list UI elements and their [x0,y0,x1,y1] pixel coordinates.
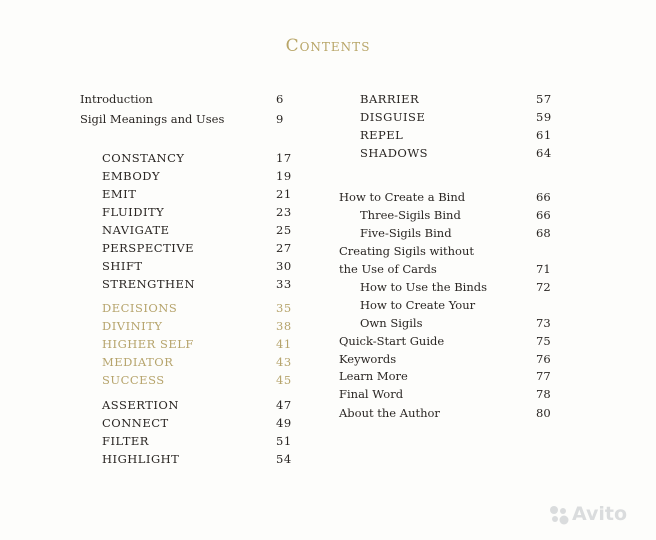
toc-entry-label: BARRIER [360,92,420,106]
toc-entry-label: Introduction [80,92,153,106]
toc-entry-page: 57 [536,92,552,106]
watermark [548,500,648,530]
toc-entry-page: 66 [536,190,551,204]
toc-entry-label: MEDIATOR [102,355,174,369]
toc-entry-page: 43 [276,355,292,369]
toc-entry-page: 75 [536,334,551,348]
toc-entry-label: DIVINITY [102,319,163,333]
toc-entry-page: 21 [276,187,292,201]
toc-entry-page: 72 [536,280,551,294]
toc-entry-page: 9 [276,112,284,126]
toc-entry-label: FLUIDITY [102,205,165,219]
toc-entry-label: Keywords [339,352,397,366]
toc-entry-label: ASSERTION [102,398,179,412]
toc-entry-page: 59 [536,110,552,124]
toc-entry-page: 38 [276,319,292,333]
toc-entry-label: Final Word [339,387,404,401]
toc-entry-label: HIGHER SELF [102,337,194,351]
toc-entry-page: 64 [536,146,552,160]
toc-entry-label: STRENGTHEN [102,277,196,291]
toc-entry-page: 80 [536,406,551,420]
toc-entry-label: Sigil Meanings and Uses [80,112,225,126]
avito-dots-icon [548,504,570,526]
toc-entry-label: How to Use the Binds [360,280,487,294]
toc-entry-page: 17 [276,151,292,165]
toc-entry-page: 6 [276,92,284,106]
toc-entry-label: FILTER [102,434,149,448]
toc-entry-page: 33 [276,277,292,291]
toc-entry-label: SHIFT [102,259,143,273]
toc-entry-page: 76 [536,352,551,366]
toc-entry-label: About the Author [339,406,440,420]
toc-entry-page: 19 [276,169,292,183]
toc-entry-page: 68 [536,226,551,240]
toc-entry-page: 41 [276,337,292,351]
toc-entry-label: DISGUISE [360,110,426,124]
toc-entry-label: EMIT [102,187,137,201]
toc-entry-label: SUCCESS [102,373,165,387]
toc-entry-label: Own Sigils [360,316,423,330]
toc-entry-label: CONNECT [102,416,169,430]
toc-entry-page: 78 [536,387,551,401]
toc-entry-page: 54 [276,452,292,466]
toc-entry-label: the Use of Cards [339,262,437,276]
toc-entry-label: EMBODY [102,169,161,183]
toc-entry-label: Three-Sigils Bind [360,208,461,222]
toc-entry-page: 51 [276,434,292,448]
toc-entry-page: 71 [536,262,551,276]
toc-entry-label: SHADOWS [360,146,429,160]
toc-entry-label: How to Create a Bind [339,190,466,204]
toc-entry-label: REPEL [360,128,404,142]
toc-entry-label: HIGHLIGHT [102,452,180,466]
toc-entry-label: Learn More [339,369,408,383]
toc-entry-label: Quick-Start Guide [339,334,445,348]
watermark-text: Avito [572,503,628,525]
toc-entry-page: 47 [276,398,292,412]
toc-entry-page: 35 [276,301,292,315]
toc-entry-page: 27 [276,241,292,255]
toc-entry-label: DECISIONS [102,301,178,315]
contents-title: Contents [285,36,371,56]
toc-entry-label: PERSPECTIVE [102,241,195,255]
toc-entry-label: Creating Sigils without [339,244,475,258]
toc-entry-label: NAVIGATE [102,223,170,237]
toc-entry-page: 45 [276,373,292,387]
toc-entry-page: 77 [536,369,551,383]
toc-entry-page: 25 [276,223,292,237]
toc-entry-page: 49 [276,416,292,430]
toc-entry-page: 23 [276,205,292,219]
toc-entry-page: 30 [276,259,292,273]
toc-entry-label: Five-Sigils Bind [360,226,452,240]
toc-entry-page: 73 [536,316,551,330]
toc-entry-page: 61 [536,128,552,142]
toc-entry-page: 66 [536,208,551,222]
toc-entry-label: How to Create Your [360,298,476,312]
toc-entry-label: CONSTANCY [102,151,185,165]
